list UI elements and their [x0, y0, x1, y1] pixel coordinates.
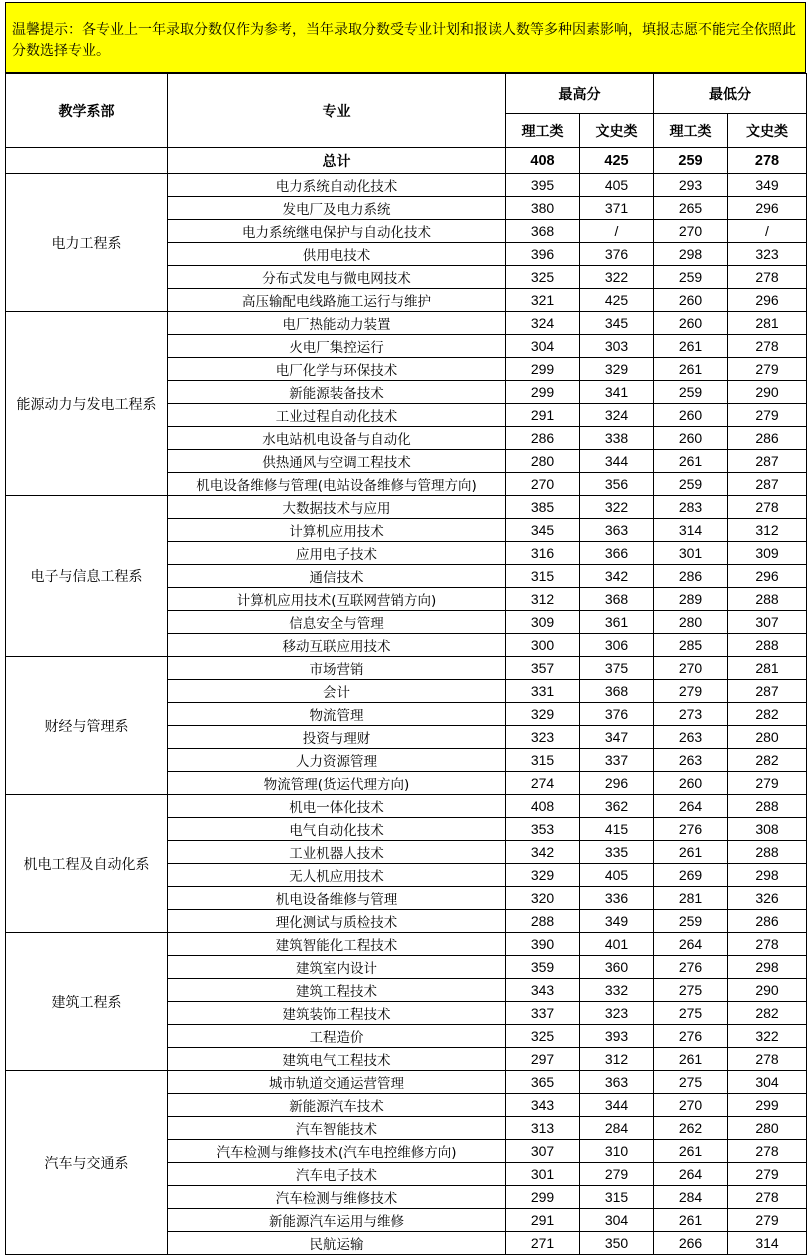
min-science: 276: [654, 1025, 728, 1048]
min-science: 275: [654, 1071, 728, 1094]
min-arts: 290: [728, 381, 807, 404]
max-arts: 405: [580, 174, 654, 197]
max-arts: 335: [580, 841, 654, 864]
min-arts: 296: [728, 197, 807, 220]
max-arts: 345: [580, 312, 654, 335]
max-science: 365: [506, 1071, 580, 1094]
min-arts: 323: [728, 243, 807, 266]
min-science: 289: [654, 588, 728, 611]
header-min-score: 最低分: [654, 74, 807, 114]
max-arts: 296: [580, 772, 654, 795]
max-arts: 337: [580, 749, 654, 772]
header-department: 教学系部: [6, 74, 168, 148]
total-max-arts: 425: [580, 148, 654, 174]
min-science: 269: [654, 864, 728, 887]
min-arts: 312: [728, 519, 807, 542]
min-arts: 278: [728, 266, 807, 289]
min-science: 285: [654, 634, 728, 657]
min-arts: 279: [728, 404, 807, 427]
major-name: 电厂化学与环保技术: [168, 358, 506, 381]
max-science: 271: [506, 1232, 580, 1255]
major-name: 建筑装饰工程技术: [168, 1002, 506, 1025]
min-science: 261: [654, 1048, 728, 1071]
max-arts: 303: [580, 335, 654, 358]
min-arts: 309: [728, 542, 807, 565]
min-arts: 278: [728, 1186, 807, 1209]
max-arts: 401: [580, 933, 654, 956]
min-science: 264: [654, 795, 728, 818]
min-arts: /: [728, 220, 807, 243]
max-arts: 344: [580, 450, 654, 473]
min-science: 261: [654, 358, 728, 381]
major-name: 电气自动化技术: [168, 818, 506, 841]
max-science: 329: [506, 864, 580, 887]
min-arts: 290: [728, 979, 807, 1002]
table-row: [6, 496, 807, 519]
major-name: 工业机器人技术: [168, 841, 506, 864]
min-arts: 288: [728, 795, 807, 818]
max-science: 320: [506, 887, 580, 910]
total-min-science: 259: [654, 148, 728, 174]
header-major: 专业: [168, 74, 506, 148]
max-arts: 360: [580, 956, 654, 979]
min-arts: 282: [728, 749, 807, 772]
max-arts: 329: [580, 358, 654, 381]
min-science: 270: [654, 657, 728, 680]
max-arts: 341: [580, 381, 654, 404]
max-arts: 425: [580, 289, 654, 312]
department-name: 能源动力与发电工程系: [6, 312, 168, 496]
max-science: 325: [506, 1025, 580, 1048]
min-arts: 278: [728, 1048, 807, 1071]
max-science: 345: [506, 519, 580, 542]
min-science: 270: [654, 1094, 728, 1117]
min-arts: 281: [728, 657, 807, 680]
max-arts: 324: [580, 404, 654, 427]
major-name: 建筑电气工程技术: [168, 1048, 506, 1071]
min-arts: 281: [728, 312, 807, 335]
major-name: 应用电子技术: [168, 542, 506, 565]
max-science: 309: [506, 611, 580, 634]
major-name: 汽车智能技术: [168, 1117, 506, 1140]
min-arts: 298: [728, 864, 807, 887]
department-name: 电力工程系: [6, 174, 168, 312]
max-arts: 284: [580, 1117, 654, 1140]
max-arts: 312: [580, 1048, 654, 1071]
min-arts: 299: [728, 1094, 807, 1117]
max-arts: 323: [580, 1002, 654, 1025]
min-arts: 326: [728, 887, 807, 910]
min-science: 283: [654, 496, 728, 519]
major-name: 工业过程自动化技术: [168, 404, 506, 427]
max-science: 304: [506, 335, 580, 358]
max-arts: 342: [580, 565, 654, 588]
min-science: 262: [654, 1117, 728, 1140]
max-science: 274: [506, 772, 580, 795]
major-name: 建筑智能化工程技术: [168, 933, 506, 956]
major-name: 计算机应用技术: [168, 519, 506, 542]
min-science: 261: [654, 335, 728, 358]
max-arts: 363: [580, 519, 654, 542]
major-name: 电力系统自动化技术: [168, 174, 506, 197]
header-min-arts: 文史类: [728, 114, 807, 148]
table-row: [6, 312, 807, 335]
major-name: 物流管理(货运代理方向): [168, 772, 506, 795]
max-arts: 376: [580, 703, 654, 726]
major-name: 人力资源管理: [168, 749, 506, 772]
table-row: [6, 1071, 807, 1094]
max-arts: 376: [580, 243, 654, 266]
max-arts: 332: [580, 979, 654, 1002]
max-science: 299: [506, 381, 580, 404]
max-science: 288: [506, 910, 580, 933]
header-max-score: 最高分: [506, 74, 654, 114]
min-arts: 322: [728, 1025, 807, 1048]
min-arts: 282: [728, 703, 807, 726]
min-science: 260: [654, 427, 728, 450]
max-science: 380: [506, 197, 580, 220]
major-name: 电厂热能动力装置: [168, 312, 506, 335]
max-arts: 375: [580, 657, 654, 680]
max-science: 342: [506, 841, 580, 864]
min-arts: 278: [728, 1140, 807, 1163]
major-name: 无人机应用技术: [168, 864, 506, 887]
major-name: 投资与理财: [168, 726, 506, 749]
min-arts: 296: [728, 289, 807, 312]
major-name: 汽车检测与维修技术(汽车电控维修方向): [168, 1140, 506, 1163]
max-arts: 368: [580, 680, 654, 703]
max-arts: 322: [580, 266, 654, 289]
min-arts: 314: [728, 1232, 807, 1255]
max-science: 313: [506, 1117, 580, 1140]
header-max-arts: 文史类: [580, 114, 654, 148]
major-name: 机电设备维修与管理(电站设备维修与管理方向): [168, 473, 506, 496]
min-arts: 279: [728, 358, 807, 381]
min-science: 298: [654, 243, 728, 266]
min-arts: 287: [728, 680, 807, 703]
min-science: 270: [654, 220, 728, 243]
min-arts: 279: [728, 772, 807, 795]
department-name: 电子与信息工程系: [6, 496, 168, 657]
max-arts: 393: [580, 1025, 654, 1048]
major-name: 发电厂及电力系统: [168, 197, 506, 220]
min-science: 261: [654, 1140, 728, 1163]
min-science: 275: [654, 979, 728, 1002]
total-max-science: 408: [506, 148, 580, 174]
max-science: 359: [506, 956, 580, 979]
min-arts: 288: [728, 588, 807, 611]
major-name: 移动互联应用技术: [168, 634, 506, 657]
min-science: 276: [654, 818, 728, 841]
max-arts: 347: [580, 726, 654, 749]
max-arts: 363: [580, 1071, 654, 1094]
min-arts: 287: [728, 450, 807, 473]
table-row: [6, 933, 807, 956]
max-arts: 371: [580, 197, 654, 220]
max-arts: 405: [580, 864, 654, 887]
major-name: 新能源装备技术: [168, 381, 506, 404]
min-science: 293: [654, 174, 728, 197]
min-arts: 278: [728, 496, 807, 519]
min-science: 261: [654, 450, 728, 473]
min-science: 263: [654, 749, 728, 772]
max-science: 343: [506, 1094, 580, 1117]
max-science: 357: [506, 657, 580, 680]
major-name: 供用电技术: [168, 243, 506, 266]
major-name: 水电站机电设备与自动化: [168, 427, 506, 450]
max-science: 385: [506, 496, 580, 519]
max-science: 315: [506, 749, 580, 772]
min-science: 260: [654, 289, 728, 312]
min-science: 260: [654, 312, 728, 335]
min-science: 301: [654, 542, 728, 565]
major-name: 高压输配电线路施工运行与维护: [168, 289, 506, 312]
major-name: 信息安全与管理: [168, 611, 506, 634]
min-arts: 282: [728, 1002, 807, 1025]
min-science: 265: [654, 197, 728, 220]
max-science: 329: [506, 703, 580, 726]
max-science: 337: [506, 1002, 580, 1025]
min-science: 259: [654, 381, 728, 404]
total-min-arts: 278: [728, 148, 807, 174]
major-name: 机电设备维修与管理: [168, 887, 506, 910]
max-arts: 336: [580, 887, 654, 910]
min-science: 266: [654, 1232, 728, 1255]
max-science: 324: [506, 312, 580, 335]
max-science: 301: [506, 1163, 580, 1186]
max-arts: 279: [580, 1163, 654, 1186]
max-science: 299: [506, 358, 580, 381]
major-name: 新能源汽车技术: [168, 1094, 506, 1117]
header-max-science: 理工类: [506, 114, 580, 148]
min-arts: 287: [728, 473, 807, 496]
major-name: 分布式发电与微电网技术: [168, 266, 506, 289]
min-arts: 288: [728, 841, 807, 864]
major-name: 电力系统继电保护与自动化技术: [168, 220, 506, 243]
min-science: 260: [654, 772, 728, 795]
major-name: 城市轨道交通运营管理: [168, 1071, 506, 1094]
table-row: [6, 657, 807, 680]
min-arts: 286: [728, 427, 807, 450]
admission-score-table: [5, 73, 807, 1255]
max-arts: 304: [580, 1209, 654, 1232]
min-arts: 349: [728, 174, 807, 197]
min-science: 259: [654, 266, 728, 289]
max-arts: 310: [580, 1140, 654, 1163]
max-arts: 415: [580, 818, 654, 841]
max-arts: 349: [580, 910, 654, 933]
major-name: 机电一体化技术: [168, 795, 506, 818]
max-arts: 344: [580, 1094, 654, 1117]
max-science: 307: [506, 1140, 580, 1163]
department-name: 财经与管理系: [6, 657, 168, 795]
min-arts: 279: [728, 1163, 807, 1186]
major-name: 会计: [168, 680, 506, 703]
max-science: 312: [506, 588, 580, 611]
min-science: 286: [654, 565, 728, 588]
min-science: 275: [654, 1002, 728, 1025]
max-science: 299: [506, 1186, 580, 1209]
max-science: 270: [506, 473, 580, 496]
min-arts: 278: [728, 933, 807, 956]
min-science: 284: [654, 1186, 728, 1209]
max-science: 331: [506, 680, 580, 703]
min-science: 259: [654, 910, 728, 933]
max-arts: 356: [580, 473, 654, 496]
min-science: 260: [654, 404, 728, 427]
max-science: 408: [506, 795, 580, 818]
max-science: 315: [506, 565, 580, 588]
min-arts: 279: [728, 1209, 807, 1232]
max-science: 325: [506, 266, 580, 289]
max-science: 321: [506, 289, 580, 312]
min-arts: 304: [728, 1071, 807, 1094]
major-name: 计算机应用技术(互联网营销方向): [168, 588, 506, 611]
min-arts: 296: [728, 565, 807, 588]
major-name: 物流管理: [168, 703, 506, 726]
department-name: 汽车与交通系: [6, 1071, 168, 1255]
major-name: 工程造价: [168, 1025, 506, 1048]
major-name: 通信技术: [168, 565, 506, 588]
max-science: 280: [506, 450, 580, 473]
max-science: 316: [506, 542, 580, 565]
max-arts: 362: [580, 795, 654, 818]
min-science: 276: [654, 956, 728, 979]
min-science: 280: [654, 611, 728, 634]
max-arts: 306: [580, 634, 654, 657]
max-arts: 366: [580, 542, 654, 565]
major-name: 汽车检测与维修技术: [168, 1186, 506, 1209]
min-science: 261: [654, 1209, 728, 1232]
min-arts: 298: [728, 956, 807, 979]
major-name: 民航运输: [168, 1232, 506, 1255]
department-name: 机电工程及自动化系: [6, 795, 168, 933]
max-arts: 315: [580, 1186, 654, 1209]
department-name: 建筑工程系: [6, 933, 168, 1071]
max-arts: 350: [580, 1232, 654, 1255]
min-science: 261: [654, 841, 728, 864]
major-name: 供热通风与空调工程技术: [168, 450, 506, 473]
max-science: 396: [506, 243, 580, 266]
major-name: 火电厂集控运行: [168, 335, 506, 358]
max-science: 343: [506, 979, 580, 1002]
max-science: 395: [506, 174, 580, 197]
max-science: 286: [506, 427, 580, 450]
major-name: 新能源汽车运用与维修: [168, 1209, 506, 1232]
max-arts: 322: [580, 496, 654, 519]
min-science: 279: [654, 680, 728, 703]
min-arts: 280: [728, 1117, 807, 1140]
total-row: [6, 148, 807, 174]
max-arts: 361: [580, 611, 654, 634]
min-arts: 286: [728, 910, 807, 933]
min-science: 314: [654, 519, 728, 542]
max-science: 368: [506, 220, 580, 243]
major-name: 理化测试与质检技术: [168, 910, 506, 933]
min-science: 259: [654, 473, 728, 496]
max-science: 291: [506, 1209, 580, 1232]
max-science: 353: [506, 818, 580, 841]
major-name: 大数据技术与应用: [168, 496, 506, 519]
major-name: 市场营销: [168, 657, 506, 680]
max-arts: 338: [580, 427, 654, 450]
header-min-science: 理工类: [654, 114, 728, 148]
max-arts: /: [580, 220, 654, 243]
max-arts: 368: [580, 588, 654, 611]
max-science: 323: [506, 726, 580, 749]
min-arts: 308: [728, 818, 807, 841]
total-empty-cell: [6, 148, 168, 174]
min-arts: 307: [728, 611, 807, 634]
notice-banner: 温馨提示：各专业上一年录取分数仅作为参考，当年录取分数受专业计划和报读人数等多种因素影响，填报志愿不能完全依照此分数选择专业。: [5, 2, 806, 73]
major-name: 建筑工程技术: [168, 979, 506, 1002]
max-science: 390: [506, 933, 580, 956]
min-science: 273: [654, 703, 728, 726]
table-row: [6, 795, 807, 818]
major-name: 汽车电子技术: [168, 1163, 506, 1186]
min-arts: 280: [728, 726, 807, 749]
max-science: 300: [506, 634, 580, 657]
table-row: [6, 174, 807, 197]
min-science: 263: [654, 726, 728, 749]
max-science: 291: [506, 404, 580, 427]
total-label: 总计: [168, 148, 506, 174]
min-science: 264: [654, 933, 728, 956]
min-arts: 288: [728, 634, 807, 657]
min-science: 281: [654, 887, 728, 910]
min-science: 264: [654, 1163, 728, 1186]
min-arts: 278: [728, 335, 807, 358]
major-name: 建筑室内设计: [168, 956, 506, 979]
max-science: 297: [506, 1048, 580, 1071]
